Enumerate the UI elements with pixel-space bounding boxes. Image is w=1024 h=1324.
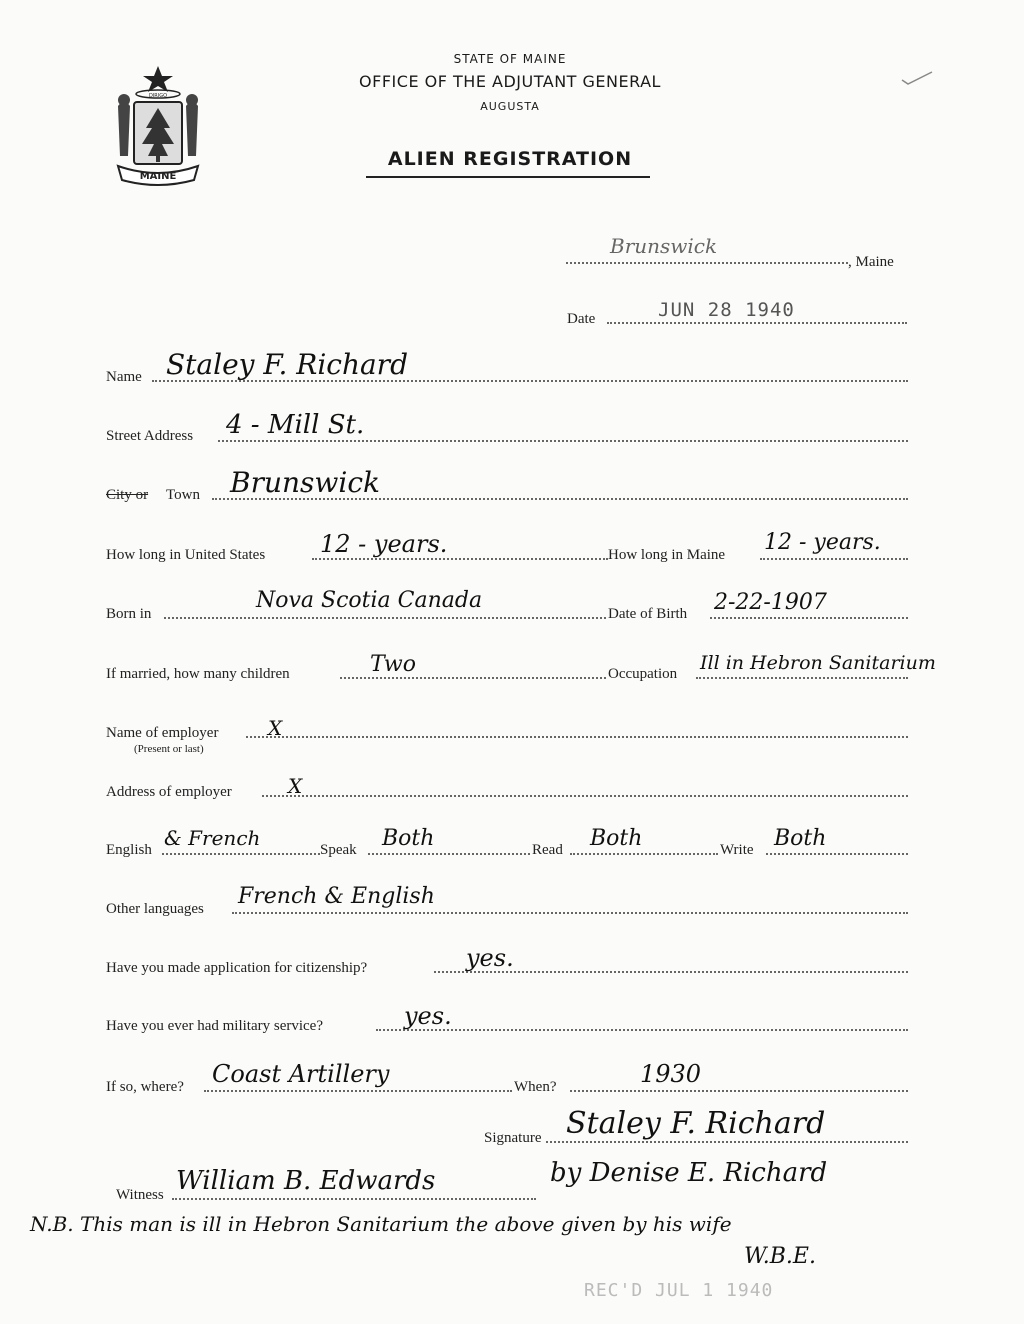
- employer-line: [246, 736, 908, 738]
- signature-value: Staley F. Richard: [566, 1106, 826, 1141]
- initials-text: W.B.E.: [744, 1244, 816, 1269]
- header-city: AUGUSTA: [480, 100, 540, 113]
- dob-label: Date of Birth: [608, 606, 688, 622]
- name-label: Name: [106, 369, 142, 385]
- street-label: Street Address: [106, 428, 194, 444]
- where-line: [204, 1090, 512, 1092]
- header-office: OFFICE OF THE ADJUTANT GENERAL: [359, 72, 661, 91]
- seal-motto: DIRIGO: [148, 93, 168, 99]
- signature-label: Signature: [484, 1130, 542, 1146]
- dob-value: 2-22-1907: [714, 590, 827, 615]
- english-label: English: [106, 842, 152, 858]
- place-suffix: , Maine: [848, 254, 894, 270]
- town-label: Town: [166, 487, 200, 503]
- title-underline: [366, 176, 650, 178]
- employer-address-label: Address of employer: [106, 784, 232, 800]
- military-value: yes.: [404, 1002, 452, 1030]
- employer-value: X: [268, 716, 283, 740]
- town-value: Brunswick: [230, 466, 380, 499]
- english-line: [162, 853, 320, 855]
- where-value: Coast Artillery: [212, 1060, 390, 1088]
- how-long-us-line: [312, 558, 608, 560]
- english-value: & French: [164, 826, 261, 850]
- when-line: [570, 1090, 908, 1092]
- speak-label: Speak: [320, 842, 357, 858]
- other-languages-value: French & English: [238, 884, 435, 909]
- date-line: [607, 322, 907, 324]
- how-long-us-label: How long in United States: [106, 547, 266, 563]
- citizenship-value: yes.: [466, 944, 514, 972]
- occupation-value: Ill in Hebron Sanitarium: [700, 652, 936, 674]
- check-mark-icon: [900, 70, 934, 86]
- when-label: When?: [514, 1079, 557, 1095]
- employer-sublabel: (Present or last): [134, 743, 204, 755]
- dob-line: [710, 617, 908, 619]
- signature-line: [546, 1141, 908, 1143]
- read-label: Read: [532, 842, 563, 858]
- children-label: If married, how many children: [106, 666, 290, 682]
- name-value: Staley F. Richard: [166, 348, 408, 381]
- city-label-struck: City or: [106, 487, 149, 503]
- born-in-line: [164, 617, 606, 619]
- received-stamp: REC'D JUL 1 1940: [584, 1280, 774, 1301]
- when-value: 1930: [640, 1060, 702, 1088]
- how-long-maine-label: How long in Maine: [608, 547, 726, 563]
- military-label: Have you ever had military service?: [106, 1018, 323, 1034]
- employer-label: Name of employer: [106, 725, 219, 741]
- employer-address-line: [262, 795, 908, 797]
- write-line: [766, 853, 908, 855]
- speak-value: Both: [382, 826, 435, 851]
- write-value: Both: [774, 826, 827, 851]
- seal-banner-text: MAINE: [139, 171, 177, 182]
- citizenship-label: Have you made application for citizenship?: [106, 960, 368, 976]
- place-line: [566, 262, 848, 264]
- witness-line: [172, 1198, 536, 1200]
- place-value: Brunswick: [610, 234, 718, 258]
- date-stamp: JUN 28 1940: [658, 299, 795, 321]
- read-value: Both: [590, 826, 643, 851]
- read-line: [570, 853, 718, 855]
- occupation-label: Occupation: [608, 666, 678, 682]
- where-label: If so, where?: [106, 1079, 184, 1095]
- date-label: Date: [567, 311, 596, 327]
- employer-address-value: X: [288, 774, 303, 798]
- header-state: STATE OF MAINE: [453, 52, 567, 66]
- how-long-maine-value: 12 - years.: [764, 530, 881, 555]
- how-long-maine-line: [760, 558, 908, 560]
- witness-label: Witness: [116, 1187, 164, 1203]
- write-label: Write: [720, 842, 754, 858]
- children-line: [340, 677, 606, 679]
- street-line: [218, 440, 908, 442]
- note-text: N.B. This man is ill in Hebron Sanitarium the above given by his wife: [30, 1212, 732, 1236]
- speak-line: [368, 853, 530, 855]
- occupation-line: [696, 677, 908, 679]
- other-languages-label: Other languages: [106, 901, 204, 917]
- signature-by-value: by Denise E. Richard: [550, 1158, 828, 1188]
- military-line: [376, 1029, 908, 1031]
- page-title: ALIEN REGISTRATION: [387, 148, 633, 170]
- street-value: 4 - Mill St.: [226, 410, 365, 440]
- maine-state-seal-icon: [104, 62, 212, 190]
- born-in-label: Born in: [106, 606, 152, 622]
- witness-value: William B. Edwards: [176, 1166, 436, 1196]
- other-languages-line: [232, 912, 908, 914]
- how-long-us-value: 12 - years.: [320, 530, 448, 558]
- born-in-value: Nova Scotia Canada: [256, 588, 483, 613]
- children-value: Two: [370, 652, 416, 677]
